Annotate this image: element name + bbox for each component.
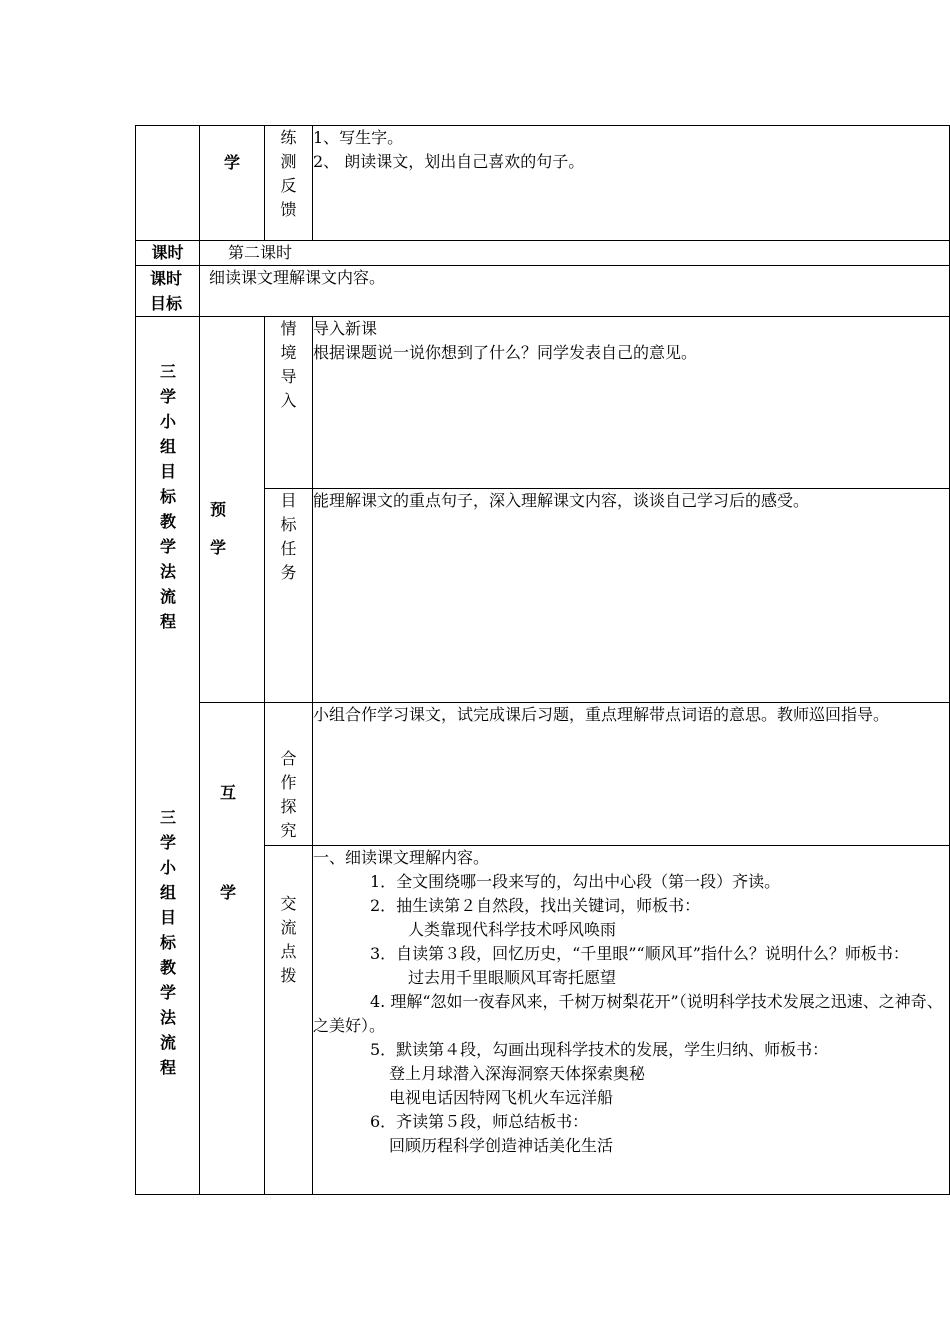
target-content	[313, 489, 950, 703]
row-lesson-goal	[136, 266, 950, 317]
row-situation-intro	[136, 317, 950, 489]
exchange-heading: 一、细读课文理解内容。	[313, 848, 490, 867]
lesson-plan-table	[135, 125, 950, 1195]
row-practice-feedback	[136, 126, 950, 241]
exchange-line-4: 4. 理解“忽如一夜春风来，千树万树梨花开”（说明科学技术发展之迅速、之神奇、之美好）。	[313, 992, 943, 1035]
stage-cell-yuxue	[200, 317, 265, 703]
row-lesson-period	[136, 241, 950, 266]
situation-line-2: 根据课题说一说你想到了什么？同学发表自己的意见。	[313, 343, 698, 362]
exchange-content	[313, 846, 950, 1195]
board-note-5: 回顾历程科学创造神话美化生活	[389, 1136, 614, 1155]
board-note-3: 登上月球潜入深海洞察天体探索奥秘	[389, 1064, 646, 1083]
board-note-4: 电视电话因特网飞机火车远洋船	[389, 1088, 614, 1107]
side-label-top: 三学小组目标教学法流程	[160, 362, 177, 631]
sub-label-cell	[265, 126, 313, 241]
lesson-goal-label-cell	[136, 266, 200, 317]
exchange-line-2: 2．抽生读第２自然段，找出关键词，师板书：	[370, 896, 701, 915]
sub-label-cell	[265, 846, 313, 1195]
situation-content	[313, 317, 950, 489]
lesson-period-value: 第二课时	[200, 241, 950, 266]
situation-line-1: 导入新课	[313, 319, 378, 338]
board-note-2: 过去用千里眼顺风耳寄托愿望	[408, 968, 617, 987]
lesson-goal-value: 细读课文理解课文内容。	[200, 266, 950, 317]
practice-content	[313, 126, 950, 241]
sub-label-cell	[265, 317, 313, 489]
lesson-goal-label: 课时目标	[150, 269, 183, 313]
sub-label-cell	[265, 489, 313, 703]
sub-label-exchange: 交流点拨	[280, 894, 297, 985]
sub-label-situation: 情境导入	[280, 319, 297, 410]
stage-cell-huxue	[200, 703, 265, 1195]
target-line-1: 能理解课文的重点句子，深入理解课文内容，谈谈自己学习后的感受。	[313, 491, 810, 510]
exchange-line-6: 6．齐读第５段，师总结板书：	[370, 1112, 589, 1131]
stage-label-yuxue: 预学	[210, 500, 227, 557]
exchange-line-1: 1．全文围绕哪一段来写的，勾出中心段（第一段）齐读。	[370, 872, 781, 891]
sub-label-target: 目标任务	[280, 491, 297, 582]
empty-cell	[136, 126, 200, 241]
practice-line-2: 2、 朗读课文，划出自己喜欢的句子。	[313, 152, 585, 171]
sub-label-cell	[265, 703, 313, 846]
cooperate-text: 小组合作学习课文，试完成课后习题，重点理解带点词语的意思。教师巡回指导。	[313, 705, 890, 724]
exchange-line-3: 3．自读第３段，回忆历史，“千里眼”“顺风耳”指什么？说明什么？师板书：	[370, 944, 909, 963]
stage-label-huxue: 互学	[220, 783, 237, 902]
exchange-line-5: 5．默读第４段，勾画出现科学技术的发展，学生归纳、师板书：	[370, 1040, 829, 1059]
stage-label-xue: 学	[200, 126, 265, 241]
row-cooperate	[136, 703, 950, 846]
sub-label-cooperate: 合作探究	[280, 749, 297, 840]
board-note-1: 人类靠现代科学技术呼风唤雨	[408, 920, 617, 939]
side-label-cell	[136, 317, 200, 1195]
practice-line-1: 1、写生字。	[313, 128, 404, 147]
sub-label-practice: 练测反馈	[280, 128, 297, 219]
lesson-period-label: 课时	[136, 241, 200, 266]
side-label-bottom: 三学小组目标教学法流程	[160, 808, 177, 1077]
cooperate-content	[313, 703, 950, 846]
